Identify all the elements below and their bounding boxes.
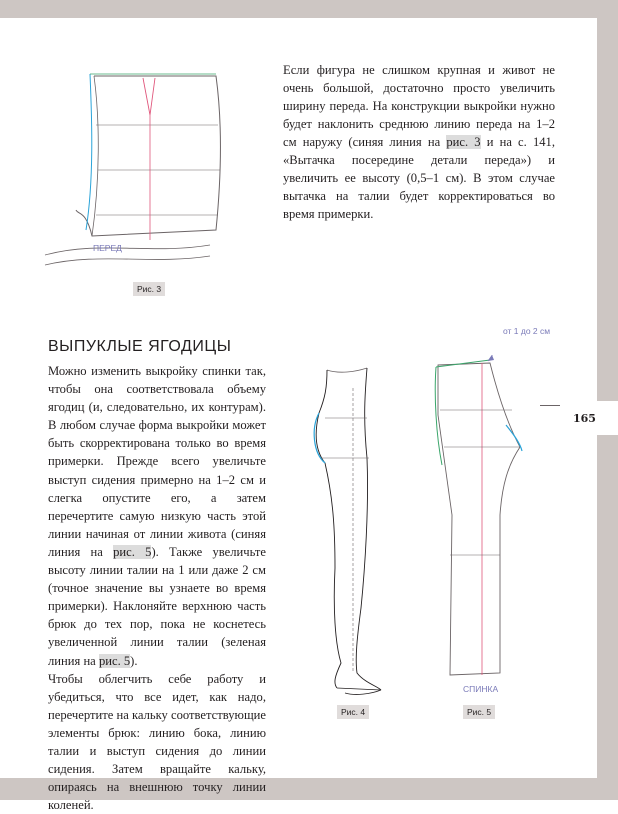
side-band <box>597 18 618 778</box>
figure5-annotation: от 1 до 2 см <box>503 326 551 336</box>
p1-text-c: ). <box>130 653 138 668</box>
figure5-label: СПИНКА <box>463 684 499 694</box>
intro-text-a: Если фигура не слишком крупная и живот не очень большой, достаточно просто увеличить ширину переда. На конструкции выкройки нужно будет наклонить среднюю линию переда на 1–2 см наружу (синяя линия на <box>283 63 555 149</box>
figure3-reference[interactable]: рис. 3 <box>446 135 481 149</box>
intro-paragraph <box>283 61 555 223</box>
figure5-reference-2[interactable]: рис. 5 <box>98 653 131 668</box>
figure3-label: ПЕРЕД <box>93 243 122 253</box>
figure3-caption: Рис. 3 <box>133 282 165 296</box>
intro-text-b: и на с. 141, «Вытачка посередине детали переда») и увеличить ее высоту (0,5–1 см). В этом случае вытачка на талии будет корректироваться во время примерки. <box>283 135 555 221</box>
figure5-caption: Рис. 5 <box>463 705 495 719</box>
figure3-front-pattern <box>40 60 240 275</box>
p1-text-a: Можно изменить выкройку спинки так, чтобы она соответствовала объему ягодиц (и, следовательно, их контурам). В любом случае форма выкройки может быть скорректирована только во время примерки. Прежде всего увеличьте выступ сидения примерно на 1–2 см и слегка опустите его, а затем перечертите самую низкую часть этой линии начиная от линии живота (синяя линия на <box>48 364 266 559</box>
figure4-silhouette <box>305 358 405 698</box>
page-tab-rule <box>540 405 560 406</box>
figure4-caption: Рис. 4 <box>337 705 369 719</box>
top-band <box>0 0 618 18</box>
section-paragraph-1 <box>48 362 266 670</box>
figure5-reference-1[interactable]: рис. 5 <box>113 544 152 559</box>
p1-text-b: ). Также увеличьте высоту линии талии на 1 или даже 2 см (точное значение вы узнаете во время примерки). Наклоняйте верхнюю часть брюк до тех пор, пока не коснетесь увеличенной линии талии (зеленая линия на <box>48 544 266 668</box>
section-paragraph-2: Чтобы облегчить себе работу и убедиться, что все идет, как надо, перечертите на кальку соответствующие элементы брюк: линию бока, линию талии и выступ сидения до линии сидения. Затем вращайте кальку, опираясь на внешнюю точку линии коленей. <box>48 671 266 813</box>
page-number: 165 <box>573 412 596 425</box>
section-heading: ВЫПУКЛЫЕ ЯГОДИЦЫ <box>48 338 232 355</box>
section-body <box>48 362 266 814</box>
figure5-back-pattern <box>420 355 540 690</box>
